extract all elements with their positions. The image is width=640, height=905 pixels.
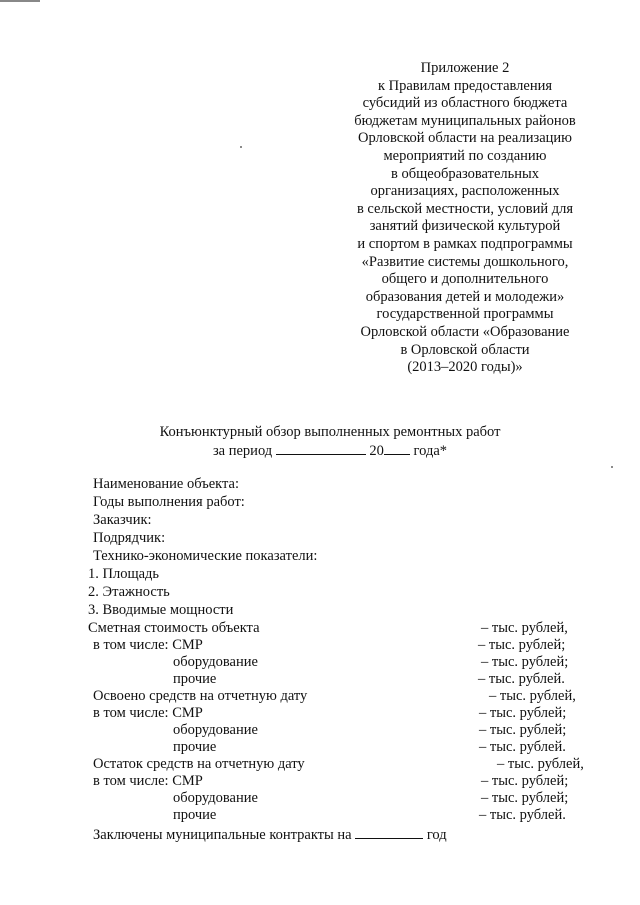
capacity-label: 3. Вводимые мощности: [88, 602, 234, 618]
period-blank[interactable]: [276, 442, 366, 455]
indicators-label: Технико-экономические показатели:: [93, 548, 318, 564]
appendix-line: Приложение 2: [420, 60, 510, 76]
period-line: [120, 442, 540, 461]
object-name-label: Наименование объекта:: [93, 476, 239, 492]
appendix-line: образования детей и молодежи»: [365, 288, 565, 305]
year-blank[interactable]: [384, 442, 410, 455]
period-year-prefix: 20: [369, 443, 384, 459]
contracts-line: [93, 826, 447, 844]
appendix-line: (2013–2020 годы)»: [407, 359, 523, 376]
contractor-label: Подрядчик:: [93, 530, 166, 546]
contracts-prefix: Заключены муниципальные контракты на: [93, 827, 352, 843]
mastered-smr-amount: – тыс. рублей;: [479, 705, 567, 721]
estimate-equipment-amount: – тыс. рублей;: [481, 654, 569, 670]
estimate-amount: – тыс. рублей,: [481, 620, 568, 636]
scan-artifact-line: [0, 0, 40, 2]
appendix-line: занятий физической культурой: [369, 218, 561, 235]
appendix-line: в сельской местности, условий для: [356, 200, 574, 217]
contracts-suffix: год: [426, 827, 447, 843]
appendix-line: в Орловской области: [400, 341, 530, 358]
mastered-label: Освоено средств на отчетную дату: [93, 688, 308, 704]
period-prefix: за период: [212, 443, 273, 459]
mastered-smr-label: в том числе: СМР: [93, 705, 203, 721]
mastered-other-label: прочие: [173, 739, 217, 755]
period-suffix: года*: [413, 443, 448, 459]
area-label: 1. Площадь: [88, 566, 160, 582]
appendix-line: и спортом в рамках подпрограммы: [357, 235, 573, 252]
balance-smr-amount: – тыс. рублей;: [481, 773, 569, 789]
customer-label: Заказчик:: [93, 512, 152, 528]
contracts-year-blank[interactable]: [355, 826, 423, 839]
title-line: Конъюнктурный обзор выполненных ремонтных работ: [159, 424, 501, 440]
estimate-other-amount: – тыс. рублей.: [478, 671, 565, 687]
appendix-line: Орловской области на реализацию: [357, 130, 572, 147]
estimate-label: Сметная стоимость объекта: [88, 620, 260, 636]
balance-equipment-amount: – тыс. рублей;: [481, 790, 569, 806]
balance-other-amount: – тыс. рублей.: [479, 807, 566, 823]
appendix-line: субсидий из областного бюджета: [362, 95, 568, 112]
appendix-line: общего и дополнительного: [381, 271, 549, 288]
balance-other-label: прочие: [173, 807, 217, 823]
appendix-line: к Правилам предоставления: [377, 77, 553, 94]
appendix-line: бюджетам муниципальных районов: [354, 112, 576, 129]
appendix-line: государственной программы: [376, 306, 554, 323]
appendix-line: в общеобразовательных: [391, 165, 539, 182]
estimate-equipment-label: оборудование: [173, 654, 258, 670]
balance-equipment-label: оборудование: [173, 790, 258, 806]
mastered-equipment-label: оборудование: [173, 722, 258, 738]
balance-label: Остаток средств на отчетную дату: [93, 756, 305, 772]
scan-dot: [611, 466, 613, 468]
appendix-line: Орловской области «Образование: [360, 323, 570, 340]
years-label: Годы выполнения работ:: [93, 494, 245, 510]
balance-amount: – тыс. рублей,: [497, 756, 584, 772]
estimate-smr-label: в том числе: СМР: [93, 637, 203, 653]
balance-smr-label: в том числе: СМР: [93, 773, 203, 789]
estimate-other-label: прочие: [173, 671, 217, 687]
estimate-smr-amount: – тыс. рублей;: [478, 637, 566, 653]
appendix-line: «Развитие системы дошкольного,: [361, 253, 569, 270]
appendix-line: организациях, расположенных: [370, 183, 560, 200]
floors-label: 2. Этажность: [88, 584, 170, 600]
mastered-other-amount: – тыс. рублей.: [479, 739, 566, 755]
appendix-line: мероприятий по созданию: [383, 147, 547, 164]
scan-dot: [240, 146, 242, 148]
mastered-amount: – тыс. рублей,: [489, 688, 576, 704]
form-body: [88, 476, 613, 843]
appendix-header: [330, 60, 600, 377]
document-title: [120, 423, 540, 461]
mastered-equipment-amount: – тыс. рублей;: [479, 722, 567, 738]
